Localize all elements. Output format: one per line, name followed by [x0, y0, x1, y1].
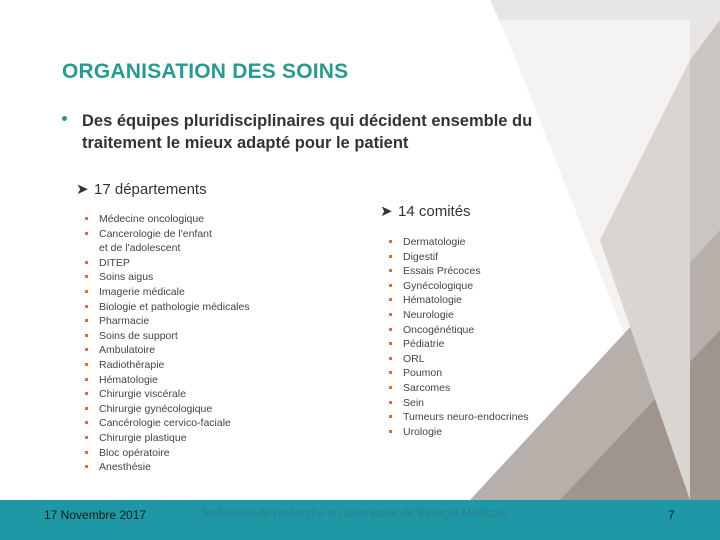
- committees-item-label: Gynécologique: [403, 279, 474, 292]
- slide-title: ORGANISATION DES SOINS: [62, 60, 349, 83]
- square-bullet-icon: [389, 284, 392, 287]
- square-bullet-icon: [389, 386, 392, 389]
- departments-item-label: Bloc opératoire: [99, 446, 170, 459]
- departments-item: [84, 460, 250, 475]
- departments-item: [84, 387, 250, 402]
- departments-item-label: Imagerie médicale: [99, 285, 185, 298]
- departments-item-label: Soins aigus: [99, 271, 154, 284]
- bullet-dot: [62, 116, 67, 121]
- departments-item-label: Anesthésie: [99, 461, 151, 474]
- square-bullet-icon: [85, 334, 88, 337]
- committees-item-label: Hématologie: [403, 294, 462, 307]
- departments-item: [84, 446, 250, 461]
- departments-item-label: Radiothérapie: [99, 358, 165, 371]
- square-bullet-icon: [389, 269, 392, 272]
- committees-item: [388, 425, 529, 440]
- square-bullet-icon: [85, 421, 88, 424]
- departments-item: [84, 285, 250, 300]
- departments-item: [84, 343, 250, 358]
- departments-item-label: Biologie et pathologie médicales: [99, 300, 250, 313]
- square-bullet-icon: [85, 290, 88, 293]
- square-bullet-icon: [85, 363, 88, 366]
- square-bullet-icon: [85, 261, 88, 264]
- square-bullet-icon: [389, 401, 392, 404]
- square-bullet-icon: [85, 232, 88, 235]
- square-bullet-icon: [85, 348, 88, 351]
- square-bullet-icon: [389, 371, 392, 374]
- arrow-bullet-icon: ➤: [76, 181, 89, 198]
- departments-item-label: Soins de support: [99, 329, 178, 342]
- departments-item: [84, 300, 250, 315]
- departments-item: [84, 212, 250, 227]
- departments-item: [84, 402, 250, 417]
- page-number: 7: [668, 508, 675, 522]
- committees-item-label: Oncogénétique: [403, 323, 475, 336]
- committees-item: [388, 293, 529, 308]
- departments-item-label: DITEP: [99, 256, 130, 269]
- departments-heading: [76, 180, 207, 198]
- departments-item-label: Chirurgie gynécologique: [99, 402, 213, 415]
- committees-item: [388, 381, 529, 396]
- lead-line-2: traitement le mieux adapté pour le patient: [82, 134, 409, 152]
- committees-item: [388, 235, 529, 250]
- committees-item: [388, 366, 529, 381]
- departments-item-label: et de l'adolescent: [99, 242, 181, 255]
- arrow-bullet-icon: ➤: [380, 203, 393, 220]
- committees-item-label: Pédiatrie: [403, 338, 445, 351]
- committees-item: [388, 337, 529, 352]
- square-bullet-icon: [85, 392, 88, 395]
- committees-item-label: Sein: [403, 396, 425, 409]
- committees-item-label: Tumeurs neuro-endocrines: [403, 411, 529, 424]
- square-bullet-icon: [389, 415, 392, 418]
- square-bullet-icon: [389, 240, 392, 243]
- departments-item-label: Pharmacie: [99, 315, 150, 328]
- committees-item-label: Sarcomes: [403, 381, 451, 394]
- footer-date: 17 Novembre 2017: [44, 508, 147, 522]
- square-bullet-icon: [85, 436, 88, 439]
- committees-item-label: Poumon: [403, 367, 443, 380]
- footer-bar: [0, 500, 720, 540]
- committees-item-label: Digestif: [403, 250, 439, 263]
- committees-item-label: ORL: [403, 352, 425, 365]
- committees-list: [388, 235, 529, 439]
- departments-list: [84, 212, 250, 475]
- departments-item: [84, 431, 250, 446]
- footer-subtitle: Technicien de recherche en laboratoire de Biologie Médicale: [200, 508, 508, 520]
- committees-item: [388, 308, 529, 323]
- departments-item-label: Chirurgie viscérale: [99, 388, 186, 401]
- square-bullet-icon: [389, 430, 392, 433]
- committees-item: [388, 279, 529, 294]
- committees-item: [388, 396, 529, 411]
- square-bullet-icon: [85, 319, 88, 322]
- committees-item: [388, 410, 529, 425]
- departments-item-label: Hématologie: [99, 373, 158, 386]
- departments-item: [84, 329, 250, 344]
- departments-item: [84, 358, 250, 373]
- committees-item: [388, 250, 529, 265]
- square-bullet-icon: [389, 357, 392, 360]
- committees-heading-text: 14 comités: [398, 203, 471, 220]
- departments-item-label: Ambulatoire: [99, 344, 156, 357]
- committees-item-label: Essais Précoces: [403, 265, 481, 278]
- departments-item: [84, 256, 250, 271]
- square-bullet-icon: [85, 305, 88, 308]
- departments-heading-text: 17 départements: [94, 181, 207, 198]
- lead-line-1: Des équipes pluridisciplinaires qui décident ensemble du: [82, 112, 533, 130]
- departments-item: [84, 227, 250, 242]
- square-bullet-icon: [85, 407, 88, 410]
- square-bullet-icon: [389, 298, 392, 301]
- square-bullet-icon: [85, 378, 88, 381]
- committees-item: [388, 264, 529, 279]
- square-bullet-icon: [389, 328, 392, 331]
- departments-item: [84, 270, 250, 285]
- committees-heading: [380, 202, 471, 220]
- departments-item-label: Médecine oncologique: [99, 213, 205, 225]
- square-bullet-icon: [85, 451, 88, 454]
- departments-item-label: Chirurgie plastique: [99, 431, 187, 444]
- square-bullet-icon: [389, 313, 392, 316]
- square-bullet-icon: [85, 217, 88, 220]
- departments-item: [84, 416, 250, 431]
- departments-item-label: Cancerologie de l'enfant: [99, 227, 212, 240]
- departments-item-label: Cancérologie cervico-faciale: [99, 417, 231, 430]
- departments-item: [84, 373, 250, 388]
- committees-item-label: Dermatologie: [403, 236, 466, 248]
- committees-item-label: Urologie: [403, 425, 443, 438]
- square-bullet-icon: [389, 342, 392, 345]
- square-bullet-icon: [85, 275, 88, 278]
- square-bullet-icon: [389, 255, 392, 258]
- committees-item: [388, 323, 529, 338]
- committees-item: [388, 352, 529, 367]
- committees-item-label: Neurologie: [403, 308, 454, 321]
- square-bullet-icon: [85, 465, 88, 468]
- departments-item: [84, 314, 250, 329]
- lead-text: [82, 110, 532, 154]
- departments-item: [84, 241, 250, 256]
